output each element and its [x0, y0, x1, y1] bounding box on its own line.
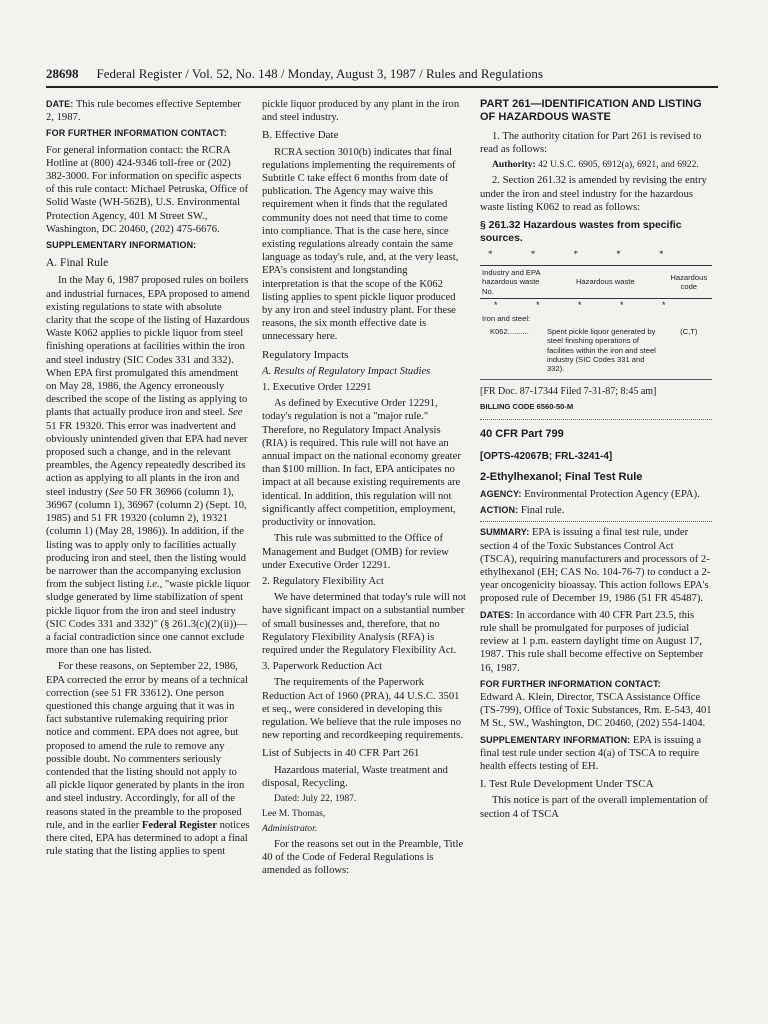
- contact-paragraph-2: [480, 678, 712, 731]
- table-header-industry: Industry and EPA hazardous waste No.: [480, 266, 545, 299]
- table-stars: * * * * *: [494, 299, 684, 310]
- final-rule-paragraph-1: [46, 274, 250, 657]
- running-head: Federal Register / Vol. 52, No. 148 / Monday, August 3, 1987 / Rules and Regulations: [96, 66, 543, 81]
- action-line: [480, 504, 712, 517]
- continued-paragraph: pickle liquor produced by any plant in the iron and steel industry.: [262, 99, 460, 124]
- page-header: [46, 64, 718, 88]
- dates-text-2: In accordance with 40 CFR Part 23.5, this rule shall be promulgated for purposes of judicial review at 1 p.m. eastern daylight time on August 17, 1987. This rule shall become effective on September 16, 1987.: [480, 609, 704, 674]
- column-3: [480, 98, 712, 1018]
- summary-text: EPA is issuing a final test rule, under section 4 of the Toxic Substances Control Act (TSCA), requiring manufacturers and processors of 2-ethylhexanol (EH; CAS No. 104-76-7) to conduct a 2-year oncogenicity bioassay. This action follows EPA's proposed rule of December 19, 1986 (51 FR 45487).: [480, 527, 711, 605]
- column-1: [46, 98, 250, 1018]
- fr-doc-line: [FR Doc. 87-17344 Filed 7-31-87; 8:45 am]: [480, 386, 657, 398]
- agency-label: AGENCY:: [480, 489, 522, 500]
- action-label: ACTION:: [480, 505, 519, 516]
- dates-label: DATE:: [46, 99, 74, 109]
- docket-number: [OPTS-42067B; FRL-3241-4]: [480, 450, 613, 462]
- p2-part-a: For these reasons, on September 22, 1986, EPA corrected the error by means of a technical correction (see 51 FR 33612). One person questioned this change arguing that it was in fact substantive rulemaking requiring prior notice and comment. EPA does not agree, but proposed to amend the rule to remove any possible doubt. No commenters seriously contended that the listing should not apply to all pickle liquor generated by plants in the iron and steel industry. Accordingly, for all of the reasons stated in the preamble to the proposed rule, and in the earlier: [46, 661, 248, 831]
- dates-paragraph-2: [480, 609, 712, 675]
- supplementary-label: SUPPLEMENTARY INFORMATION:: [46, 240, 197, 251]
- summary-paragraph: [480, 526, 712, 605]
- contact-label-2: FOR FURTHER INFORMATION CONTACT:: [480, 678, 661, 689]
- heading-final-rule: A. Final Rule: [46, 257, 109, 270]
- omb-paragraph: This rule was submitted to the Office of Management and Budget (OMB) for review under Executive Order 12291.: [262, 533, 449, 571]
- heading-pra: 3. Paperwork Reduction Act: [262, 661, 383, 673]
- authority-text: 42 U.S.C. 6905, 6912(a), 6921, and 6922.: [538, 159, 699, 171]
- table-industry: Iron and steel:: [482, 314, 531, 324]
- part-heading: PART 261—IDENTIFICATION AND LISTING OF HAZARDOUS WASTE: [480, 98, 702, 123]
- table-k062-cell: [480, 325, 545, 375]
- table-k062-hazard-code: (C,T): [680, 327, 698, 337]
- authority-citation: [480, 159, 712, 171]
- heading-list-of-subjects: List of Subjects in 40 CFR Part 261: [262, 747, 420, 760]
- billing-code: BILLING CODE 6560-50-M: [480, 402, 574, 412]
- table-leader-dots: ..........: [507, 327, 529, 337]
- dates-text: This rule becomes effective September 2, 1987.: [46, 99, 241, 124]
- heading-executive-order: 1. Executive Order 12291: [262, 382, 372, 394]
- p1-part-a: In the May 6, 1987 proposed rules on boilers and industrial furnaces, EPA proposed to amend existing regulations to state with absolute clarity that the scope of the listing of Hazardous Waste K062 applies to pickle liquor from steel finishing operations at facilities within the iron and steel industry (SIC Codes 331 and 332). When EPA first promulgated this amendment on May 28, 1986, the Agency erroneously described the scope of the listing as applying to plants that actually produce iron and steel.: [46, 275, 250, 419]
- signer-name: Lee M. Thomas,: [262, 807, 326, 819]
- p1-see: See: [227, 407, 243, 419]
- omission-stars: * * * * *: [488, 249, 682, 260]
- section-number: § 261.32: [480, 220, 521, 232]
- rule-title: 2-Ethylhexanol; Final Test Rule: [480, 470, 643, 483]
- p1-see-2: See: [108, 486, 124, 498]
- heading-effective-date: B. Effective Date: [262, 129, 339, 142]
- agency-text: Environmental Protection Agency (EPA).: [524, 489, 700, 501]
- section-instruction: 2. Section 261.32 is amended by revising the entry under the iron and steel industry for the hazardous waste listing K062 to read as follows:: [480, 175, 707, 213]
- table-header-waste: Hazardous waste: [545, 266, 666, 299]
- dates-label-2: DATES:: [480, 609, 514, 620]
- supp-paragraph-2: [480, 734, 712, 774]
- p1-part-c: 50 FR 36966 (column 1), 36967 (column 1), 36967 (column 2) (Sept. 10, 1985) and 51 FR 19320 (column 2), 19321 (column 1) (May 28, 1986)). In addition, if the listing was to apply only to facilities actually producing iron and steel, then the listing would be narrower than the accompanying exclusion from the subject listing: [46, 486, 247, 591]
- heading-test-rule-development: I. Test Rule Development Under TSCA: [480, 778, 654, 791]
- p1-ie: i.e.,: [146, 579, 163, 591]
- heading-regulatory-impacts: Regulatory Impacts: [262, 348, 349, 361]
- pra-paragraph: The requirements of the Paperwork Reduction Act of 1960 (PRA), 44 U.S.C. 3501 et seq., were considered in developing this regulation. We believe that the rule imposes no new reporting and recordkeeping requirements.: [262, 677, 463, 742]
- section-heading: [480, 220, 712, 245]
- table-k062: K062: [490, 327, 508, 337]
- cfr-part-heading: 40 CFR Part 799: [480, 428, 564, 441]
- authority-instruction: 1. The authority citation for Part 261 is revised to read as follows:: [480, 131, 702, 156]
- dated-line: Dated: July 22, 1987.: [274, 792, 357, 804]
- supp-label-line: [46, 239, 250, 252]
- table-k062-description: Spent pickle liquor generated by steel finishing operations of facilities within the iron and steel industry (SIC Codes 331 and 332).: [546, 327, 656, 374]
- p2-part-b: notices there cited, EPA has determined to adopt a final rule stating that the listing applies to spent: [46, 819, 250, 858]
- contact-label: FOR FURTHER INFORMATION CONTACT:: [46, 128, 227, 139]
- heading-impact-studies: A. Results of Regulatory Impact Studies: [262, 365, 431, 377]
- p1-part-d: "waste pickle liquor sludge generated by lime stabilization of spent pickle liquor from the iron and steel industry (SIC Codes 331 and 332)" (§ 261.3(c)(2)(ii))—a facial contradiction since one cannot exclude more than one has listed.: [46, 579, 250, 657]
- page-number: 28698: [46, 66, 79, 81]
- document-separator: [480, 419, 712, 420]
- table-bottom-rule: [480, 379, 712, 380]
- table-header-code: Hazardous code: [666, 266, 712, 299]
- final-paragraph: This notice is part of the overall implementation of section 4 of TSCA: [480, 795, 708, 820]
- contact-label-line: [46, 127, 250, 140]
- column-2: [262, 98, 466, 1018]
- final-rule-paragraph-2: [46, 660, 250, 858]
- contact-text-2: Edward A. Klein, Director, TSCA Assistance Office (TS-799), Office of Toxic Substances, Rm. E-543, 401 M St., SW., Washington, DC 20460, (202) 554-1404.: [480, 691, 712, 730]
- effective-date-paragraph: RCRA section 3010(b) indicates that final regulations implementing the requirements of Subtitle C take effect 6 months from date of publication. The Agency may waive this requirement when it finds that the regulated community does not need that time to come into compliance. That is the case here, since existing regulations already contain the same language as today's rule, and, at the very least, EPA's consistent and longstanding interpretation is that the scope of the K062 listing applies to spent pickle liquor produced by any iron and steel industry plant. For these reasons, the six month effective date is unnecessary here.: [262, 146, 459, 343]
- p1-part-b: 51 FR 19320. This error was inadvertent and obviously unintended given that EPA had never proposed such a change, and in the relevant preambles, the Agency repeatedly described its action as applying to all plants in the iron and steel industry (: [46, 420, 248, 498]
- action-text: Final rule.: [520, 505, 565, 517]
- authority-label: Authority:: [492, 159, 536, 171]
- executive-order-paragraph: As defined by Executive Order 12291, today's regulation is not a "major rule." Therefore, no Regulatory Impact Analysis (RIA) is required. This rule will not have an annual impact on the national economy greater than $100 million. In fact, EPA anticipates no impact at all because existing requirements are identical. In addition, this regulation will not significantly affect competition, employment, productivity or innovation.: [262, 398, 461, 529]
- supplementary-label-2: SUPPLEMENTARY INFORMATION:: [480, 734, 631, 745]
- signer-title: Administrator.: [262, 822, 318, 834]
- section-title: Hazardous wastes from specific sources.: [480, 220, 682, 244]
- dates-paragraph: [46, 98, 250, 124]
- amendment-intro: For the reasons set out in the Preamble, Title 40 of the Code of Federal Regulations is amended as follows:: [262, 838, 464, 877]
- rfa-paragraph: We have determined that today's rule will not have significant impact on a substantial number of small businesses and, therefore, that no Regulatory Flexibility Analysis (RFA) is required under the Regulatory Flexibility Act.: [262, 592, 466, 656]
- agency-line: [480, 488, 712, 501]
- heading-rfa: 2. Regulatory Flexibility Act: [262, 575, 384, 587]
- p2-federal-register: Federal Register: [141, 819, 217, 831]
- summary-label: SUMMARY:: [480, 527, 530, 538]
- hazardous-waste-table: [480, 265, 712, 375]
- summary-rule: [480, 521, 712, 522]
- supp-text-2: EPA is issuing a final test rule under section 4(a) of TSCA to require health effects testing of EH.: [480, 734, 702, 772]
- subjects-paragraph: Hazardous material, Waste treatment and disposal, Recycling.: [262, 764, 448, 789]
- contact-text: For general information contact: the RCRA Hotline at (800) 424-9346 toll-free or (202) 382-3000. For information on specific aspects of this rule contact: Michael Petruska, Office of Solid Waste (WH-562B), U.S. Environmental Protection Agency, 401 M Street SW., Washington, DC 20460, (202) 475-6676.: [46, 144, 249, 235]
